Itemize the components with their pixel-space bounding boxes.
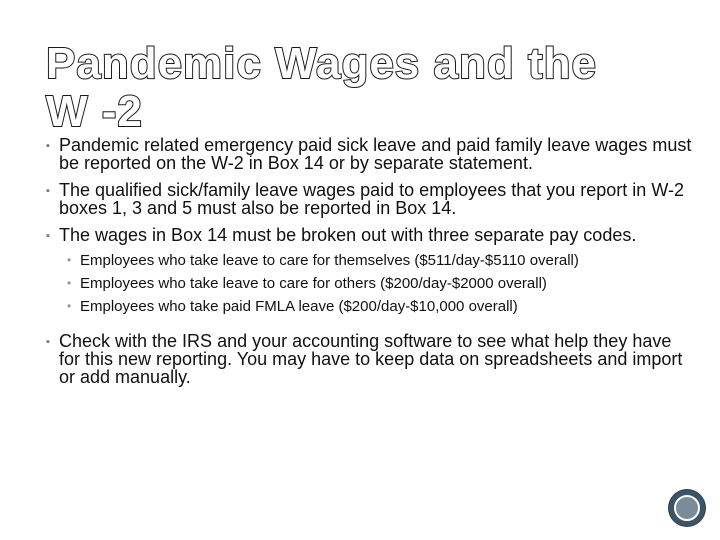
bullet-text: The qualified sick/family leave wages paid to employees that you report in W-2 boxes 1, 3 and 5 must also be reported in Box 14. (59, 180, 684, 218)
bullet-text: Check with the IRS and your accounting software to see what help they have for this new reporting. You may have to keep data on spreadsheets and import or add manually. (59, 331, 683, 387)
sub-bullet-item (67, 299, 696, 314)
bullet-text: The wages in Box 14 must be broken out with three separate pay codes. (59, 225, 637, 245)
sub-bullet-item (67, 276, 696, 291)
bullet-text: Pandemic related emergency paid sick leave and paid family leave wages must be reported on the W-2 in Box 14 or by separate statement. (59, 135, 692, 173)
square-bullet-icon: ▪ (46, 140, 50, 152)
dot-bullet-icon: • (67, 253, 72, 267)
bullet-item-4 (46, 332, 696, 386)
bullet-item-3 (46, 226, 696, 314)
bullet-item-1 (46, 136, 696, 172)
dot-bullet-icon: • (67, 276, 72, 290)
sub-bullet-text: Employees who take leave to care for themselves ($511/day-$5110 overall) (80, 252, 579, 269)
slide-nav-button[interactable] (669, 490, 705, 526)
bullet-list (46, 136, 696, 386)
square-bullet-icon: ▪ (46, 185, 50, 197)
sub-bullet-text: Employees who take paid FMLA leave ($200/day-$10,000 overall) (80, 298, 518, 315)
sub-bullet-list (67, 253, 696, 314)
bullet-item-2 (46, 181, 696, 217)
square-bullet-icon: ▪ (46, 230, 50, 242)
dot-bullet-icon: • (67, 299, 72, 313)
sub-bullet-item (67, 253, 696, 268)
square-bullet-icon: ▪ (46, 336, 50, 348)
slide-title: Pandemic Wages and the W -2 (46, 39, 597, 136)
circle-nav-icon (674, 495, 700, 521)
sub-bullet-text: Employees who take leave to care for others ($200/day-$2000 overall) (80, 275, 547, 292)
